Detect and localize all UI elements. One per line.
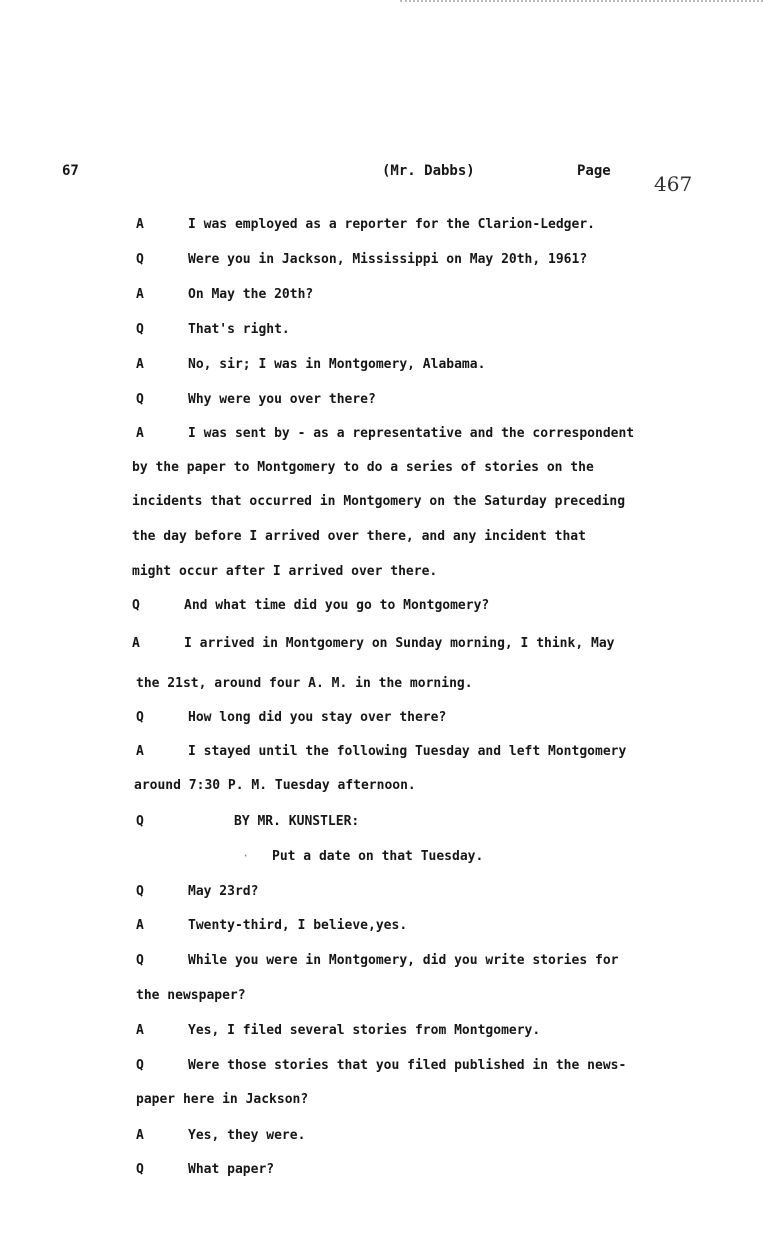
speaker-marker: Q	[136, 710, 144, 725]
page-number-left: 67	[62, 163, 79, 179]
transcript-continuation-line: might occur after I arrived over there.	[132, 564, 438, 579]
speaker-marker: Q	[136, 953, 144, 968]
speaker-marker: A	[136, 426, 144, 441]
witness-header: (Mr. Dabbs)	[382, 163, 475, 179]
transcript-continuation-line: incidents that occurred in Montgomery on the Saturday preceding	[132, 494, 626, 509]
line-text: May 23rd?	[188, 884, 259, 899]
transcript-continuation-line: around 7:30 P. M. Tuesday afternoon.	[134, 778, 416, 793]
speaker-marker: Q	[136, 814, 144, 829]
line-text: Yes, I filed several stories from Montgomery.	[188, 1023, 541, 1038]
line-text: No, sir; I was in Montgomery, Alabama.	[188, 357, 486, 372]
line-text: I stayed until the following Tuesday and left Montgomery	[188, 744, 627, 759]
handwritten-page-number: 467	[654, 172, 693, 196]
transcript-continuation-line: the 21st, around four A. M. in the morning.	[136, 676, 473, 691]
speaker-marker: Q	[136, 252, 144, 267]
transcript-continuation-line: paper here in Jackson?	[136, 1092, 309, 1107]
speaker-marker: A	[136, 918, 144, 933]
line-text: And what time did you go to Montgomery?	[184, 598, 490, 613]
line-text: While you were in Montgomery, did you write stories for	[188, 953, 619, 968]
page-label: Page	[577, 163, 611, 179]
line-text: How long did you stay over there?	[188, 710, 447, 725]
speaker-marker: Q	[136, 322, 144, 337]
examiner-heading: BY MR. KUNSTLER:	[234, 814, 360, 829]
speaker-marker: A	[136, 287, 144, 302]
transcript-continuation-line: Put a date on that Tuesday.	[272, 849, 484, 864]
transcript-continuation-line: the newspaper?	[136, 988, 246, 1003]
transcript-continuation-line: the day before I arrived over there, and any incident that	[132, 529, 586, 544]
speaker-marker: A	[136, 217, 144, 232]
line-text: That's right.	[188, 322, 290, 337]
line-text: I was employed as a reporter for the Clarion-Ledger.	[188, 217, 595, 232]
speaker-marker: Q	[136, 1162, 144, 1177]
speaker-marker: A	[136, 744, 144, 759]
speaker-marker: A	[132, 636, 140, 651]
speaker-marker: A	[136, 1023, 144, 1038]
speaker-marker: Q	[136, 884, 144, 899]
line-text: Why were you over there?	[188, 392, 376, 407]
top-dotted-rule	[400, 0, 763, 6]
speaker-marker: A	[136, 357, 144, 372]
line-text: I was sent by - as a representative and the correspondent	[188, 426, 635, 441]
line-text: On May the 20th?	[188, 287, 314, 302]
line-text: I arrived in Montgomery on Sunday morning, I think, May	[184, 636, 615, 651]
speaker-marker: Q	[132, 598, 140, 613]
margin-mark: ·	[242, 849, 250, 863]
line-text: What paper?	[188, 1162, 275, 1177]
line-text: Twenty-third, I believe,yes.	[188, 918, 408, 933]
speaker-marker: Q	[136, 392, 144, 407]
line-text: Yes, they were.	[188, 1128, 306, 1143]
line-text: Were those stories that you filed published in the news-	[188, 1058, 627, 1073]
speaker-marker: Q	[136, 1058, 144, 1073]
transcript-continuation-line: by the paper to Montgomery to do a series of stories on the	[132, 460, 594, 475]
line-text: Were you in Jackson, Mississippi on May 20th, 1961?	[188, 252, 588, 267]
speaker-marker: A	[136, 1128, 144, 1143]
